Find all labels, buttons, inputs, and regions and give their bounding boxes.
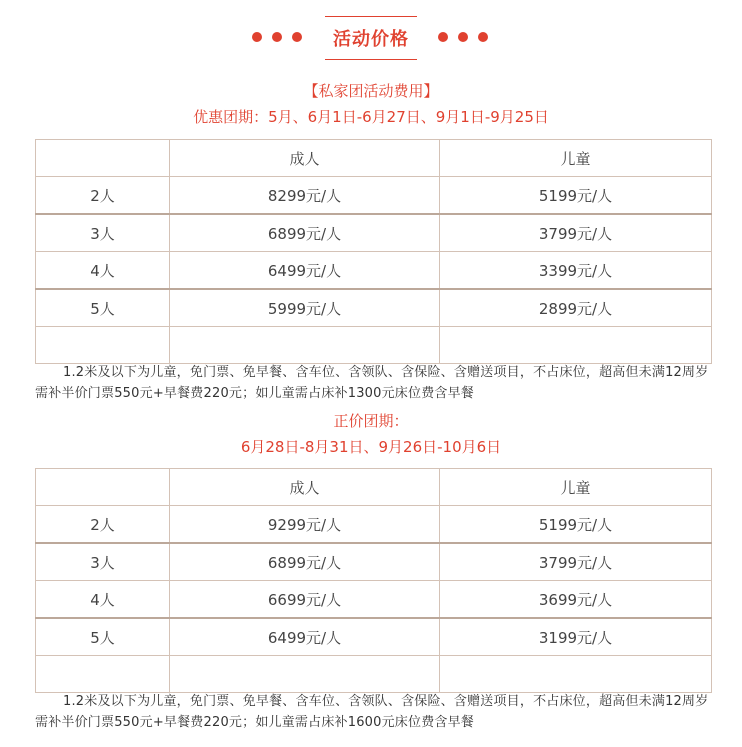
table-row xyxy=(36,252,712,290)
table-row-empty xyxy=(36,656,712,693)
child-price-cell: 5199元/人 xyxy=(440,506,712,544)
group-size-cell: 2人 xyxy=(36,506,170,544)
child-price-cell xyxy=(440,656,712,693)
adult-price-cell: 6899元/人 xyxy=(170,543,440,581)
table-row xyxy=(36,214,712,252)
dot-icon xyxy=(438,32,448,42)
header-cell xyxy=(36,140,170,177)
page-title: 活动价格 xyxy=(333,29,409,50)
group-size-cell: 4人 xyxy=(36,581,170,619)
table-row xyxy=(36,618,712,656)
price-table-1 xyxy=(35,139,712,364)
group-size-cell: 3人 xyxy=(36,214,170,252)
header-cell-adult: 成人 xyxy=(170,469,440,506)
group-size-cell: 5人 xyxy=(36,289,170,327)
adult-price-cell: 6899元/人 xyxy=(170,214,440,252)
table-header-row xyxy=(36,140,712,177)
table-row xyxy=(36,177,712,215)
title-top-rule xyxy=(325,16,417,17)
adult-price-cell: 5999元/人 xyxy=(170,289,440,327)
section1-note: 1.2米及以下为儿童，免门票、免早餐、含车位、含领队、含保险、含赠送项目，不占床位，超高但未满12周岁需补半价门票550元+早餐费220元；如儿童需占床补1300元床位费含早餐 xyxy=(35,365,709,401)
table-row-empty xyxy=(36,327,712,364)
child-price-cell: 3799元/人 xyxy=(440,214,712,252)
child-price-cell: 3199元/人 xyxy=(440,618,712,656)
title-bottom-rule xyxy=(325,59,417,60)
section2-period: 6月28日-8月31日、9月26日-10月6日 xyxy=(240,438,502,456)
dot-icon xyxy=(252,32,262,42)
section1-heading: 【私家团活动费用】 xyxy=(303,82,439,100)
table-header-row xyxy=(36,469,712,506)
child-price-cell: 3399元/人 xyxy=(440,252,712,290)
adult-price-cell xyxy=(170,656,440,693)
price-table-2 xyxy=(35,468,712,693)
table-row xyxy=(36,289,712,327)
child-price-cell: 2899元/人 xyxy=(440,289,712,327)
group-size-cell: 2人 xyxy=(36,177,170,215)
dot-icon xyxy=(292,32,302,42)
group-size-cell: 3人 xyxy=(36,543,170,581)
header-cell-child: 儿童 xyxy=(440,469,712,506)
group-size-cell xyxy=(36,327,170,364)
table-row xyxy=(36,543,712,581)
table-row xyxy=(36,581,712,619)
title-block xyxy=(325,16,417,60)
adult-price-cell: 8299元/人 xyxy=(170,177,440,215)
group-size-cell xyxy=(36,656,170,693)
table-row xyxy=(36,506,712,544)
adult-price-cell: 6499元/人 xyxy=(170,252,440,290)
child-price-cell xyxy=(440,327,712,364)
section1-period: 优惠团期：5月、6月1日-6月27日、9月1日-9月25日 xyxy=(193,108,549,126)
adult-price-cell xyxy=(170,327,440,364)
header-cell-child: 儿童 xyxy=(440,140,712,177)
adult-price-cell: 6499元/人 xyxy=(170,618,440,656)
child-price-cell: 5199元/人 xyxy=(440,177,712,215)
dot-icon xyxy=(478,32,488,42)
dot-icon xyxy=(458,32,468,42)
group-size-cell: 5人 xyxy=(36,618,170,656)
child-price-cell: 3699元/人 xyxy=(440,581,712,619)
section-header xyxy=(0,16,742,60)
header-cell xyxy=(36,469,170,506)
adult-price-cell: 9299元/人 xyxy=(170,506,440,544)
section2-heading: 正价团期： xyxy=(333,412,409,430)
group-size-cell: 4人 xyxy=(36,252,170,290)
adult-price-cell: 6699元/人 xyxy=(170,581,440,619)
header-cell-adult: 成人 xyxy=(170,140,440,177)
child-price-cell: 3799元/人 xyxy=(440,543,712,581)
dot-icon xyxy=(272,32,282,42)
section2-note: 1.2米及以下为儿童，免门票、免早餐、含车位、含领队、含保险、含赠送项目，不占床位，超高但未满12周岁需补半价门票550元+早餐费220元；如儿童需占床补1600元床位费含早餐 xyxy=(35,694,709,730)
